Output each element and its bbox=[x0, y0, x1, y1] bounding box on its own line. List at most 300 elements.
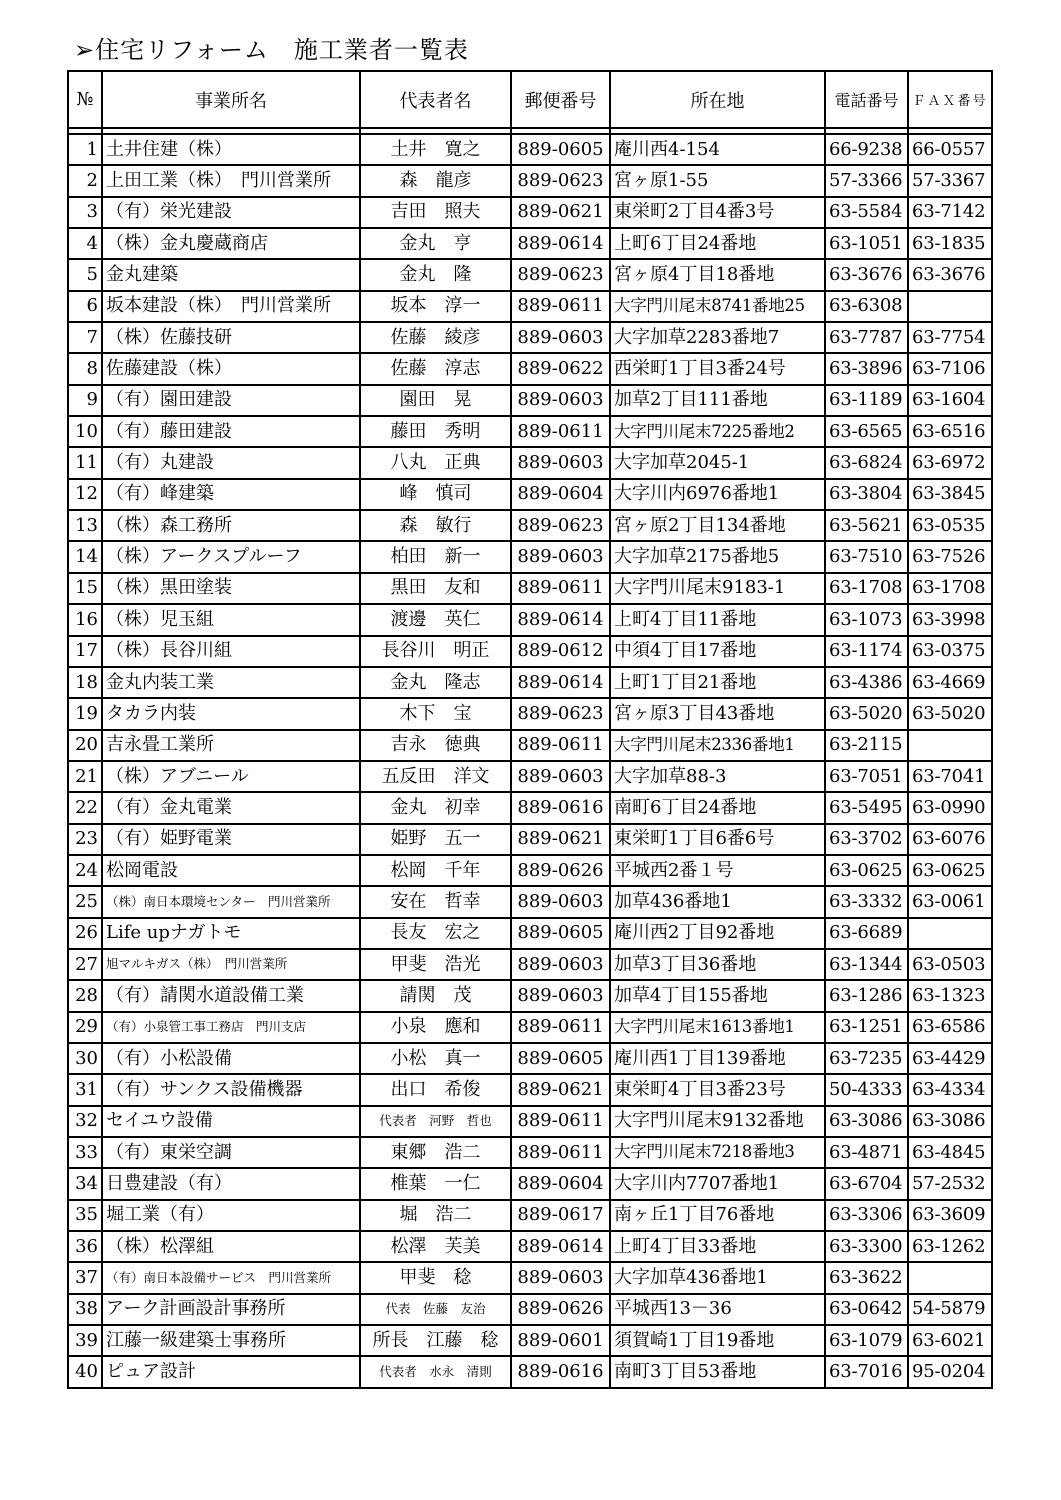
row-no: 14 bbox=[68, 541, 102, 572]
row-no: 13 bbox=[68, 510, 102, 541]
row-business-name: ピュア設計 bbox=[102, 1356, 360, 1387]
table-row bbox=[68, 165, 992, 196]
row-no: 3 bbox=[68, 197, 102, 228]
row-fax: 63-0535 bbox=[908, 510, 992, 541]
row-address: 庵川西2丁目92番地 bbox=[610, 918, 825, 949]
row-fax: 63-7041 bbox=[908, 761, 992, 792]
row-postal-code: 889-0623 bbox=[511, 259, 610, 290]
table-row bbox=[68, 761, 992, 792]
table-row bbox=[68, 1012, 992, 1043]
row-address: 大字門川尾末7218番地3 bbox=[610, 1137, 825, 1168]
row-postal-code: 889-0611 bbox=[511, 1012, 610, 1043]
row-no: 4 bbox=[68, 228, 102, 259]
row-representative: 小泉 應和 bbox=[360, 1012, 511, 1043]
row-phone: 63-5020 bbox=[825, 698, 908, 729]
row-fax: 63-6076 bbox=[908, 824, 992, 855]
row-business-name: 江藤一級建築士事務所 bbox=[102, 1325, 360, 1356]
row-phone: 63-6824 bbox=[825, 447, 908, 478]
row-postal-code: 889-0623 bbox=[511, 165, 610, 196]
row-business-name: 坂本建設（株） 門川営業所 bbox=[102, 291, 360, 322]
row-postal-code: 889-0614 bbox=[511, 228, 610, 259]
row-no: 11 bbox=[68, 447, 102, 478]
row-postal-code: 889-0614 bbox=[511, 667, 610, 698]
row-fax: 63-6972 bbox=[908, 447, 992, 478]
row-no: 32 bbox=[68, 1106, 102, 1137]
row-no: 31 bbox=[68, 1074, 102, 1105]
row-fax: 63-0061 bbox=[908, 886, 992, 917]
row-no: 9 bbox=[68, 385, 102, 416]
row-business-name: （有）峰建築 bbox=[102, 479, 360, 510]
row-no: 20 bbox=[68, 730, 102, 761]
row-fax: 63-7142 bbox=[908, 197, 992, 228]
row-phone: 63-1251 bbox=[825, 1012, 908, 1043]
table-row bbox=[68, 541, 992, 572]
row-representative: 金丸 初幸 bbox=[360, 792, 511, 823]
row-phone: 66-9238 bbox=[825, 134, 908, 165]
row-postal-code: 889-0605 bbox=[511, 134, 610, 165]
table-row bbox=[68, 855, 992, 886]
row-address: 平城西13－36 bbox=[610, 1294, 825, 1325]
row-address: 加草2丁目111番地 bbox=[610, 385, 825, 416]
row-representative: 佐藤 淳志 bbox=[360, 353, 511, 384]
row-phone: 63-1189 bbox=[825, 385, 908, 416]
row-fax: 57-2532 bbox=[908, 1168, 992, 1199]
row-business-name: （有）金丸電業 bbox=[102, 792, 360, 823]
row-address: 庵川西4-154 bbox=[610, 134, 825, 165]
table-row bbox=[68, 792, 992, 823]
row-representative: 土井 寛之 bbox=[360, 134, 511, 165]
header-addr: 所在地 bbox=[610, 71, 825, 128]
row-postal-code: 889-0603 bbox=[511, 761, 610, 792]
row-business-name: （株）長谷川組 bbox=[102, 636, 360, 667]
row-address: 南町6丁目24番地 bbox=[610, 792, 825, 823]
row-no: 26 bbox=[68, 918, 102, 949]
row-no: 24 bbox=[68, 855, 102, 886]
row-no: 30 bbox=[68, 1043, 102, 1074]
table-row bbox=[68, 291, 992, 322]
row-postal-code: 889-0603 bbox=[511, 1262, 610, 1293]
row-address: 東栄町4丁目3番23号 bbox=[610, 1074, 825, 1105]
row-fax: 63-4429 bbox=[908, 1043, 992, 1074]
table-row bbox=[68, 1200, 992, 1231]
table-row bbox=[68, 667, 992, 698]
row-postal-code: 889-0604 bbox=[511, 479, 610, 510]
row-phone: 63-6565 bbox=[825, 416, 908, 447]
row-address: 加草436番地1 bbox=[610, 886, 825, 917]
row-no: 16 bbox=[68, 604, 102, 635]
row-postal-code: 889-0603 bbox=[511, 541, 610, 572]
row-no: 1 bbox=[68, 134, 102, 165]
row-address: 大字門川尾末2336番地1 bbox=[610, 730, 825, 761]
row-representative: 代表者 水永 清則 bbox=[360, 1356, 511, 1387]
row-fax: 95-0204 bbox=[908, 1356, 992, 1387]
header-rep: 代表者名 bbox=[360, 71, 511, 128]
row-business-name: （有）栄光建設 bbox=[102, 197, 360, 228]
row-phone: 63-4386 bbox=[825, 667, 908, 698]
header-tel: 電話番号 bbox=[825, 71, 908, 128]
row-fax: 63-0375 bbox=[908, 636, 992, 667]
row-business-name: （有）姫野電業 bbox=[102, 824, 360, 855]
row-phone: 63-3306 bbox=[825, 1200, 908, 1231]
row-no: 35 bbox=[68, 1200, 102, 1231]
row-address: 宮ヶ原1-55 bbox=[610, 165, 825, 196]
row-business-name: （株）児玉組 bbox=[102, 604, 360, 635]
row-postal-code: 889-0614 bbox=[511, 604, 610, 635]
row-fax: 63-0625 bbox=[908, 855, 992, 886]
row-postal-code: 889-0603 bbox=[511, 447, 610, 478]
row-fax: 63-7754 bbox=[908, 322, 992, 353]
row-phone: 63-5621 bbox=[825, 510, 908, 541]
row-business-name: （有）園田建設 bbox=[102, 385, 360, 416]
table-row bbox=[68, 886, 992, 917]
row-business-name: （有）東栄空調 bbox=[102, 1137, 360, 1168]
row-fax: 63-4669 bbox=[908, 667, 992, 698]
table-row bbox=[68, 980, 992, 1011]
row-phone: 63-1344 bbox=[825, 949, 908, 980]
row-fax: 63-6586 bbox=[908, 1012, 992, 1043]
row-business-name: 旭マルキガス（株） 門川営業所 bbox=[102, 949, 360, 980]
row-fax: 54-5879 bbox=[908, 1294, 992, 1325]
row-representative: 小松 真一 bbox=[360, 1043, 511, 1074]
header-zip: 郵便番号 bbox=[511, 71, 610, 128]
row-phone: 63-1079 bbox=[825, 1325, 908, 1356]
table-row bbox=[68, 416, 992, 447]
row-phone: 63-7235 bbox=[825, 1043, 908, 1074]
row-no: 37 bbox=[68, 1262, 102, 1293]
row-fax: 63-4334 bbox=[908, 1074, 992, 1105]
row-postal-code: 889-0616 bbox=[511, 792, 610, 823]
row-phone: 63-7510 bbox=[825, 541, 908, 572]
row-phone: 63-3804 bbox=[825, 479, 908, 510]
row-no: 17 bbox=[68, 636, 102, 667]
row-fax: 63-6516 bbox=[908, 416, 992, 447]
row-fax: 66-0557 bbox=[908, 134, 992, 165]
table-row bbox=[68, 573, 992, 604]
row-phone: 57-3366 bbox=[825, 165, 908, 196]
row-address: 大字加草2045-1 bbox=[610, 447, 825, 478]
table-row bbox=[68, 134, 992, 165]
row-no: 25 bbox=[68, 886, 102, 917]
row-address: 南町3丁目53番地 bbox=[610, 1356, 825, 1387]
table-row bbox=[68, 197, 992, 228]
table-row bbox=[68, 824, 992, 855]
row-fax: 63-1323 bbox=[908, 980, 992, 1011]
row-postal-code: 889-0601 bbox=[511, 1325, 610, 1356]
row-fax: 63-3676 bbox=[908, 259, 992, 290]
row-phone: 63-7016 bbox=[825, 1356, 908, 1387]
table-row bbox=[68, 1262, 992, 1293]
table-row bbox=[68, 1231, 992, 1262]
row-address: 大字門川尾末7225番地2 bbox=[610, 416, 825, 447]
row-address: 加草4丁目155番地 bbox=[610, 980, 825, 1011]
row-representative: 所長 江藤 稔 bbox=[360, 1325, 511, 1356]
row-no: 8 bbox=[68, 353, 102, 384]
row-fax bbox=[908, 1262, 992, 1293]
row-postal-code: 889-0603 bbox=[511, 385, 610, 416]
row-no: 22 bbox=[68, 792, 102, 823]
row-no: 36 bbox=[68, 1231, 102, 1262]
row-fax bbox=[908, 291, 992, 322]
row-no: 19 bbox=[68, 698, 102, 729]
row-business-name: 吉永畳工業所 bbox=[102, 730, 360, 761]
row-business-name: セイユウ設備 bbox=[102, 1106, 360, 1137]
row-phone: 63-1174 bbox=[825, 636, 908, 667]
row-business-name: （株）アブニール bbox=[102, 761, 360, 792]
row-phone: 63-3676 bbox=[825, 259, 908, 290]
row-business-name: 松岡電設 bbox=[102, 855, 360, 886]
row-representative: 堀 浩二 bbox=[360, 1200, 511, 1231]
row-phone: 63-6308 bbox=[825, 291, 908, 322]
row-representative: 峰 慎司 bbox=[360, 479, 511, 510]
row-business-name: （有）南日本設備サービス 門川営業所 bbox=[102, 1262, 360, 1293]
row-phone: 63-1073 bbox=[825, 604, 908, 635]
row-representative: 八丸 正典 bbox=[360, 447, 511, 478]
row-address: 大字川内7707番地1 bbox=[610, 1168, 825, 1199]
row-representative: 長友 宏之 bbox=[360, 918, 511, 949]
row-business-name: （株）黒田塗装 bbox=[102, 573, 360, 604]
row-no: 39 bbox=[68, 1325, 102, 1356]
table-row bbox=[68, 447, 992, 478]
row-fax: 63-6021 bbox=[908, 1325, 992, 1356]
page-title: ➢住宅リフォーム 施工業者一覧表 bbox=[74, 36, 469, 64]
row-postal-code: 889-0623 bbox=[511, 698, 610, 729]
row-phone: 63-1051 bbox=[825, 228, 908, 259]
row-address: 須賀崎1丁目19番地 bbox=[610, 1325, 825, 1356]
row-phone: 63-2115 bbox=[825, 730, 908, 761]
row-business-name: （株）森工務所 bbox=[102, 510, 360, 541]
row-postal-code: 889-0614 bbox=[511, 1231, 610, 1262]
table-row bbox=[68, 1106, 992, 1137]
row-phone: 63-4871 bbox=[825, 1137, 908, 1168]
row-postal-code: 889-0611 bbox=[511, 416, 610, 447]
row-no: 21 bbox=[68, 761, 102, 792]
row-business-name: 上田工業（株） 門川営業所 bbox=[102, 165, 360, 196]
row-fax: 63-4845 bbox=[908, 1137, 992, 1168]
row-phone: 63-3332 bbox=[825, 886, 908, 917]
row-no: 15 bbox=[68, 573, 102, 604]
row-no: 28 bbox=[68, 980, 102, 1011]
row-postal-code: 889-0621 bbox=[511, 824, 610, 855]
row-representative: 金丸 亨 bbox=[360, 228, 511, 259]
row-representative: 吉永 徳典 bbox=[360, 730, 511, 761]
row-fax: 63-0503 bbox=[908, 949, 992, 980]
row-representative: 金丸 隆志 bbox=[360, 667, 511, 698]
row-address: 南ヶ丘1丁目76番地 bbox=[610, 1200, 825, 1231]
row-address: 上町6丁目24番地 bbox=[610, 228, 825, 259]
row-phone: 63-3896 bbox=[825, 353, 908, 384]
row-phone: 63-6704 bbox=[825, 1168, 908, 1199]
table-row bbox=[68, 479, 992, 510]
row-fax: 63-7106 bbox=[908, 353, 992, 384]
row-postal-code: 889-0611 bbox=[511, 573, 610, 604]
row-business-name: 金丸内装工業 bbox=[102, 667, 360, 698]
row-fax bbox=[908, 730, 992, 761]
row-postal-code: 889-0612 bbox=[511, 636, 610, 667]
row-representative: 佐藤 綾彦 bbox=[360, 322, 511, 353]
table-row bbox=[68, 1325, 992, 1356]
row-phone: 63-3702 bbox=[825, 824, 908, 855]
row-phone: 63-1286 bbox=[825, 980, 908, 1011]
row-phone: 63-3086 bbox=[825, 1106, 908, 1137]
row-address: 東栄町1丁目6番6号 bbox=[610, 824, 825, 855]
header-fax: ＦＡＸ番号 bbox=[908, 71, 992, 128]
row-representative: 長谷川 明正 bbox=[360, 636, 511, 667]
header-name: 事業所名 bbox=[102, 71, 360, 128]
row-representative: 姫野 五一 bbox=[360, 824, 511, 855]
row-representative: 甲斐 稔 bbox=[360, 1262, 511, 1293]
row-address: 宮ヶ原4丁目18番地 bbox=[610, 259, 825, 290]
row-phone: 63-0625 bbox=[825, 855, 908, 886]
row-no: 27 bbox=[68, 949, 102, 980]
row-representative: 椎葉 一仁 bbox=[360, 1168, 511, 1199]
row-no: 34 bbox=[68, 1168, 102, 1199]
row-address: 大字門川尾末8741番地25 bbox=[610, 291, 825, 322]
table-row bbox=[68, 228, 992, 259]
row-address: 上町1丁目21番地 bbox=[610, 667, 825, 698]
row-address: 大字門川尾末1613番地1 bbox=[610, 1012, 825, 1043]
row-address: 大字加草2283番地7 bbox=[610, 322, 825, 353]
row-no: 23 bbox=[68, 824, 102, 855]
row-no: 40 bbox=[68, 1356, 102, 1387]
row-address: 宮ヶ原2丁目134番地 bbox=[610, 510, 825, 541]
row-postal-code: 889-0623 bbox=[511, 510, 610, 541]
row-address: 上町4丁目11番地 bbox=[610, 604, 825, 635]
row-no: 7 bbox=[68, 322, 102, 353]
row-postal-code: 889-0621 bbox=[511, 1074, 610, 1105]
row-fax: 63-5020 bbox=[908, 698, 992, 729]
row-fax: 63-1835 bbox=[908, 228, 992, 259]
row-business-name: （株）松澤組 bbox=[102, 1231, 360, 1262]
row-postal-code: 889-0611 bbox=[511, 1106, 610, 1137]
table-row bbox=[68, 259, 992, 290]
table-row bbox=[68, 510, 992, 541]
row-fax: 63-3086 bbox=[908, 1106, 992, 1137]
row-representative: 代表者 河野 哲也 bbox=[360, 1106, 511, 1137]
row-postal-code: 889-0617 bbox=[511, 1200, 610, 1231]
row-phone: 63-3622 bbox=[825, 1262, 908, 1293]
table-row bbox=[68, 698, 992, 729]
row-postal-code: 889-0626 bbox=[511, 855, 610, 886]
row-address: 東栄町2丁目4番3号 bbox=[610, 197, 825, 228]
row-postal-code: 889-0626 bbox=[511, 1294, 610, 1325]
row-postal-code: 889-0604 bbox=[511, 1168, 610, 1199]
row-postal-code: 889-0603 bbox=[511, 886, 610, 917]
row-representative: 森 敏行 bbox=[360, 510, 511, 541]
table-row bbox=[68, 949, 992, 980]
row-business-name: （有）小泉管工事工務店 門川支店 bbox=[102, 1012, 360, 1043]
row-business-name: アーク計画設計事務所 bbox=[102, 1294, 360, 1325]
row-address: 平城西2番１号 bbox=[610, 855, 825, 886]
row-address: 大字川内6976番地1 bbox=[610, 479, 825, 510]
row-postal-code: 889-0605 bbox=[511, 918, 610, 949]
row-fax: 63-3609 bbox=[908, 1200, 992, 1231]
row-representative: 柏田 新一 bbox=[360, 541, 511, 572]
table-row bbox=[68, 353, 992, 384]
row-representative: 代表 佐藤 友治 bbox=[360, 1294, 511, 1325]
row-address: 上町4丁目33番地 bbox=[610, 1231, 825, 1262]
row-postal-code: 889-0603 bbox=[511, 322, 610, 353]
header-no: № bbox=[68, 71, 102, 128]
row-fax: 63-1262 bbox=[908, 1231, 992, 1262]
row-postal-code: 889-0611 bbox=[511, 730, 610, 761]
row-business-name: 金丸建築 bbox=[102, 259, 360, 290]
row-business-name: （株）アークスプルーフ bbox=[102, 541, 360, 572]
row-business-name: 堀工業（有） bbox=[102, 1200, 360, 1231]
row-business-name: Life upナガトモ bbox=[102, 918, 360, 949]
table-row bbox=[68, 730, 992, 761]
table-row bbox=[68, 322, 992, 353]
row-phone: 63-1708 bbox=[825, 573, 908, 604]
row-address: 大字加草88-3 bbox=[610, 761, 825, 792]
row-address: 西栄町1丁目3番24号 bbox=[610, 353, 825, 384]
row-address: 大字門川尾末9183-1 bbox=[610, 573, 825, 604]
table-header bbox=[68, 71, 992, 134]
row-representative: 松澤 芙美 bbox=[360, 1231, 511, 1262]
row-address: 中須4丁目17番地 bbox=[610, 636, 825, 667]
row-representative: 東郷 浩二 bbox=[360, 1137, 511, 1168]
row-representative: 五反田 洋文 bbox=[360, 761, 511, 792]
row-business-name: （有）小松設備 bbox=[102, 1043, 360, 1074]
row-business-name: タカラ内装 bbox=[102, 698, 360, 729]
row-business-name: 土井住建（株） bbox=[102, 134, 360, 165]
table-row bbox=[68, 604, 992, 635]
row-business-name: （株）佐藤技研 bbox=[102, 322, 360, 353]
row-phone: 63-5584 bbox=[825, 197, 908, 228]
row-business-name: 佐藤建設（株） bbox=[102, 353, 360, 384]
row-no: 33 bbox=[68, 1137, 102, 1168]
row-representative: 森 龍彦 bbox=[360, 165, 511, 196]
table-row bbox=[68, 1294, 992, 1325]
table-body bbox=[68, 134, 992, 1388]
table-row bbox=[68, 1137, 992, 1168]
table-row bbox=[68, 1074, 992, 1105]
row-postal-code: 889-0622 bbox=[511, 353, 610, 384]
row-phone: 50-4333 bbox=[825, 1074, 908, 1105]
row-representative: 請関 茂 bbox=[360, 980, 511, 1011]
row-postal-code: 889-0603 bbox=[511, 980, 610, 1011]
contractor-table bbox=[67, 70, 993, 1389]
row-business-name: （株）金丸慶蔵商店 bbox=[102, 228, 360, 259]
row-representative: 木下 宝 bbox=[360, 698, 511, 729]
row-business-name: （株）南日本環境センター 門川営業所 bbox=[102, 886, 360, 917]
row-business-name: （有）丸建設 bbox=[102, 447, 360, 478]
row-no: 2 bbox=[68, 165, 102, 196]
row-fax bbox=[908, 918, 992, 949]
row-phone: 63-7051 bbox=[825, 761, 908, 792]
row-representative: 安在 哲幸 bbox=[360, 886, 511, 917]
row-fax: 63-0990 bbox=[908, 792, 992, 823]
row-representative: 坂本 淳一 bbox=[360, 291, 511, 322]
row-postal-code: 889-0611 bbox=[511, 1137, 610, 1168]
row-phone: 63-7787 bbox=[825, 322, 908, 353]
row-fax: 63-3998 bbox=[908, 604, 992, 635]
row-representative: 出口 希俊 bbox=[360, 1074, 511, 1105]
row-no: 12 bbox=[68, 479, 102, 510]
row-address: 大字加草2175番地5 bbox=[610, 541, 825, 572]
row-no: 10 bbox=[68, 416, 102, 447]
row-postal-code: 889-0616 bbox=[511, 1356, 610, 1387]
row-phone: 63-6689 bbox=[825, 918, 908, 949]
row-phone: 63-5495 bbox=[825, 792, 908, 823]
row-business-name: 日豊建設（有） bbox=[102, 1168, 360, 1199]
table-row bbox=[68, 1356, 992, 1387]
row-address: 大字加草436番地1 bbox=[610, 1262, 825, 1293]
row-fax: 63-7526 bbox=[908, 541, 992, 572]
table-row bbox=[68, 636, 992, 667]
row-representative: 金丸 隆 bbox=[360, 259, 511, 290]
row-representative: 甲斐 浩光 bbox=[360, 949, 511, 980]
row-representative: 松岡 千年 bbox=[360, 855, 511, 886]
